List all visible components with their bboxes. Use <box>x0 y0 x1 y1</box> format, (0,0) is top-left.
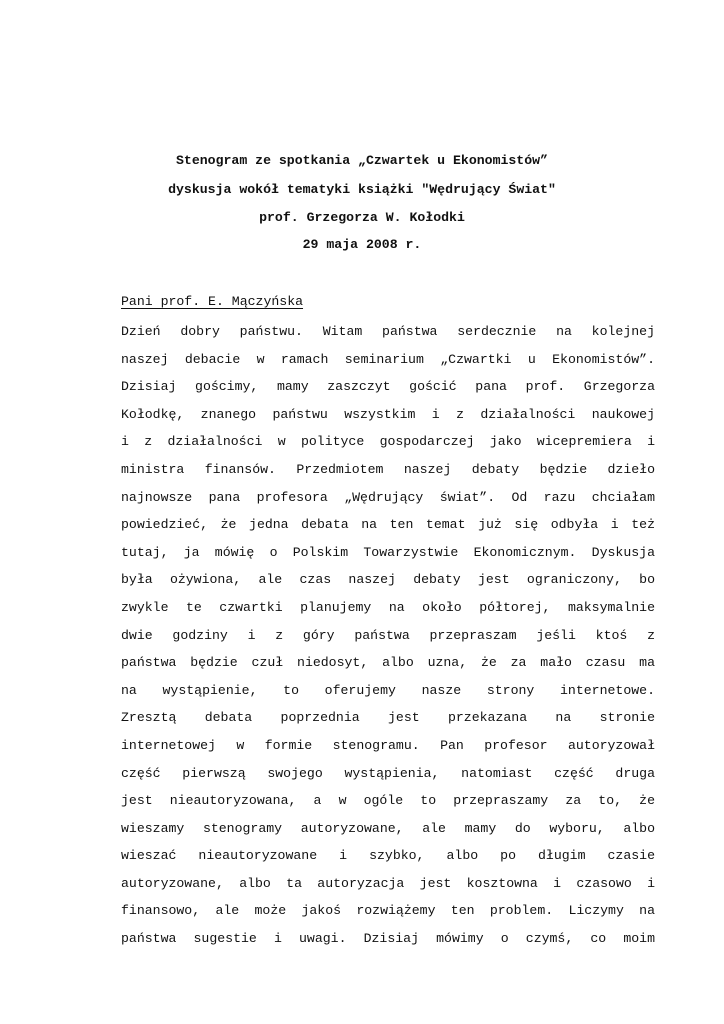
paragraph-line: Zresztą debata poprzednia jest przekazana na stronie <box>121 710 655 726</box>
paragraph-line: jest nieautoryzowana, a w ogóle to przepraszamy za to, że <box>121 793 655 809</box>
paragraph-line: Dzisiaj gościmy, mamy zaszczyt gościć pana prof. Grzegorza <box>121 379 655 395</box>
transcript-paragraph <box>121 318 655 953</box>
title-line-2: dyskusja wokół tematyki książki "Wędrujący Świat" <box>168 182 556 197</box>
paragraph-line: Dzień dobry państwu. Witam państwa serdecznie na kolejnej <box>121 324 655 339</box>
paragraph-line: internetowej w formie stenogramu. Pan profesor autoryzował <box>121 737 655 753</box>
paragraph-line: była ożywiona, ale czas naszej debaty jest ograniczony, bo <box>121 572 655 588</box>
title-line-3: prof. Grzegorza W. Kołodki <box>259 210 465 225</box>
paragraph-line: naszej debacie w ramach seminarium „Czwartki u Ekonomistów”. <box>121 351 655 367</box>
paragraph-line: ministra finansów. Przedmiotem naszej debaty będzie dzieło <box>121 461 655 477</box>
paragraph-line: państwa będzie czuł niedosyt, albo uzna, że za mało czasu ma <box>121 655 655 671</box>
paragraph-line: finansowo, ale może jakoś rozwiążemy ten problem. Liczymy na <box>121 903 655 919</box>
speaker-name: Pani prof. E. Mączyńska <box>121 294 304 309</box>
paragraph-line: i z działalności w polityce gospodarczej jako wicepremiera i <box>121 434 655 450</box>
paragraph-line: najnowsze pana profesora „Wędrujący świat”. Od razu chciałam <box>121 489 655 505</box>
paragraph-line: część pierwszą swojego wystąpienia, natomiast część druga <box>121 765 655 781</box>
paragraph-line: Kołodkę, znanego państwu wszystkim i z działalności naukowej <box>121 406 655 422</box>
paragraph-line: dwie godziny i z góry państwa przepraszam jeśli ktoś z <box>121 627 655 643</box>
paragraph-line: tutaj, ja mówię o Polskim Towarzystwie Ekonomicznym. Dyskusja <box>121 544 655 560</box>
title-date: 29 maja 2008 r. <box>302 237 422 252</box>
paragraph-line: wieszamy stenogramy autoryzowane, ale mamy do wyboru, albo <box>121 820 655 836</box>
paragraph-line: autoryzowane, albo ta autoryzacja jest kosztowna i czasowo i <box>121 875 655 891</box>
title-line-1: Stenogram ze spotkania „Czwartek u Ekonomistów” <box>176 153 548 168</box>
paragraph-line: zwykle te czwartki planujemy na około półtorej, maksymalnie <box>121 599 655 615</box>
paragraph-line: na wystąpienie, to oferujemy nasze strony internetowe. <box>121 682 655 698</box>
paragraph-line: wieszać nieautoryzowane i szybko, albo po długim czasie <box>121 848 655 864</box>
paragraph-line: państwa sugestie i uwagi. Dzisiaj mówimy o czymś, co moim <box>121 931 655 947</box>
paragraph-line: powiedzieć, że jedna debata na ten temat już się odbyła i też <box>121 517 655 533</box>
